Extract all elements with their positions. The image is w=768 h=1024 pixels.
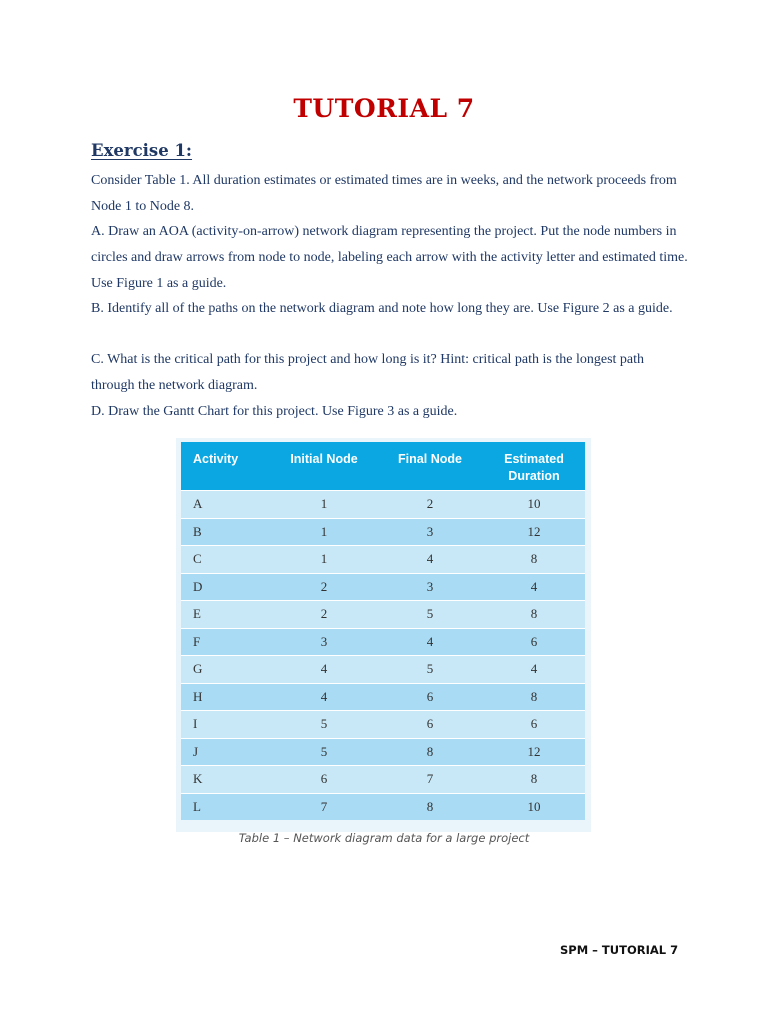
cell-duration: 12 [483,738,585,766]
cell-activity: F [181,628,271,656]
exercise-heading: Exercise 1: [91,141,193,160]
cell-final-node: 4 [377,628,483,656]
cell-final-node: 2 [377,491,483,519]
network-data-table-frame [176,438,591,832]
cell-activity: B [181,518,271,546]
cell-duration: 10 [483,793,585,820]
table-row [181,683,585,711]
header-activity: Activity [181,442,271,491]
task-a-paragraph [91,219,691,296]
cell-final-node: 7 [377,766,483,794]
table-row [181,656,585,684]
cell-duration: 4 [483,573,585,601]
cell-initial-node: 4 [271,683,377,711]
cell-initial-node: 4 [271,656,377,684]
cell-initial-node: 1 [271,546,377,574]
cell-activity: E [181,601,271,629]
cell-final-node: 5 [377,656,483,684]
cell-duration: 12 [483,518,585,546]
table-row [181,793,585,820]
table-row [181,546,585,574]
table-row [181,711,585,739]
cell-initial-node: 1 [271,518,377,546]
cell-final-node: 8 [377,793,483,820]
cell-initial-node: 5 [271,711,377,739]
cell-activity: C [181,546,271,574]
cell-duration: 6 [483,711,585,739]
cell-activity: D [181,573,271,601]
cell-activity: J [181,738,271,766]
table-body [181,491,585,821]
cell-activity: H [181,683,271,711]
table-row [181,518,585,546]
intro-text: Consider Table 1. All duration estimates or estimated times are in weeks, and the network proceeds from Node 1 to Node 8. [91,173,677,214]
task-b-paragraph [91,296,691,322]
cell-final-node: 6 [377,711,483,739]
network-data-table [181,442,585,820]
cell-initial-node: 6 [271,766,377,794]
table-row [181,766,585,794]
task-d-text: D. Draw the Gantt Chart for this project. Use Figure 3 as a guide. [91,404,458,419]
table-row [181,573,585,601]
cell-duration: 8 [483,683,585,711]
header-final-node: Final Node [377,442,483,491]
table-row [181,628,585,656]
cell-duration: 4 [483,656,585,684]
table-row [181,738,585,766]
cell-duration: 8 [483,766,585,794]
cell-activity: I [181,711,271,739]
cell-initial-node: 3 [271,628,377,656]
cell-activity: K [181,766,271,794]
header-estimated-duration: Estimated Duration [483,442,585,491]
cell-final-node: 3 [377,573,483,601]
task-d-paragraph [91,399,691,425]
cell-initial-node: 7 [271,793,377,820]
cell-initial-node: 5 [271,738,377,766]
cell-final-node: 6 [377,683,483,711]
cell-duration: 10 [483,491,585,519]
cell-final-node: 8 [377,738,483,766]
task-c-paragraph [91,347,691,399]
task-b-text: B. Identify all of the paths on the network diagram and note how long they are. Use Figure 2 as a guide. [91,301,673,316]
page-title: TUTORIAL 7 [293,94,475,123]
cell-initial-node: 1 [271,491,377,519]
cell-activity: A [181,491,271,519]
table-row [181,601,585,629]
cell-duration: 6 [483,628,585,656]
cell-activity: L [181,793,271,820]
cell-final-node: 3 [377,518,483,546]
table-row [181,491,585,519]
header-initial-node: Initial Node [271,442,377,491]
cell-final-node: 4 [377,546,483,574]
cell-final-node: 5 [377,601,483,629]
intro-paragraph [91,168,691,220]
cell-duration: 8 [483,601,585,629]
cell-activity: G [181,656,271,684]
cell-initial-node: 2 [271,601,377,629]
page-footer: SPM – TUTORIAL 7 [560,943,679,957]
cell-initial-node: 2 [271,573,377,601]
table-caption: Table 1 – Network diagram data for a large project [238,831,530,845]
cell-duration: 8 [483,546,585,574]
task-c-text: C. What is the critical path for this project and how long is it? Hint: critical path is the longest path through the network diagram. [91,352,645,393]
table-header-row [181,442,585,491]
task-a-text: A. Draw an AOA (activity-on-arrow) network diagram representing the project. Put the node numbers in circles and draw arrows from node to node, labeling each arrow with the activity letter and estimated time. Use Figure 1 as a guide. [91,224,688,291]
